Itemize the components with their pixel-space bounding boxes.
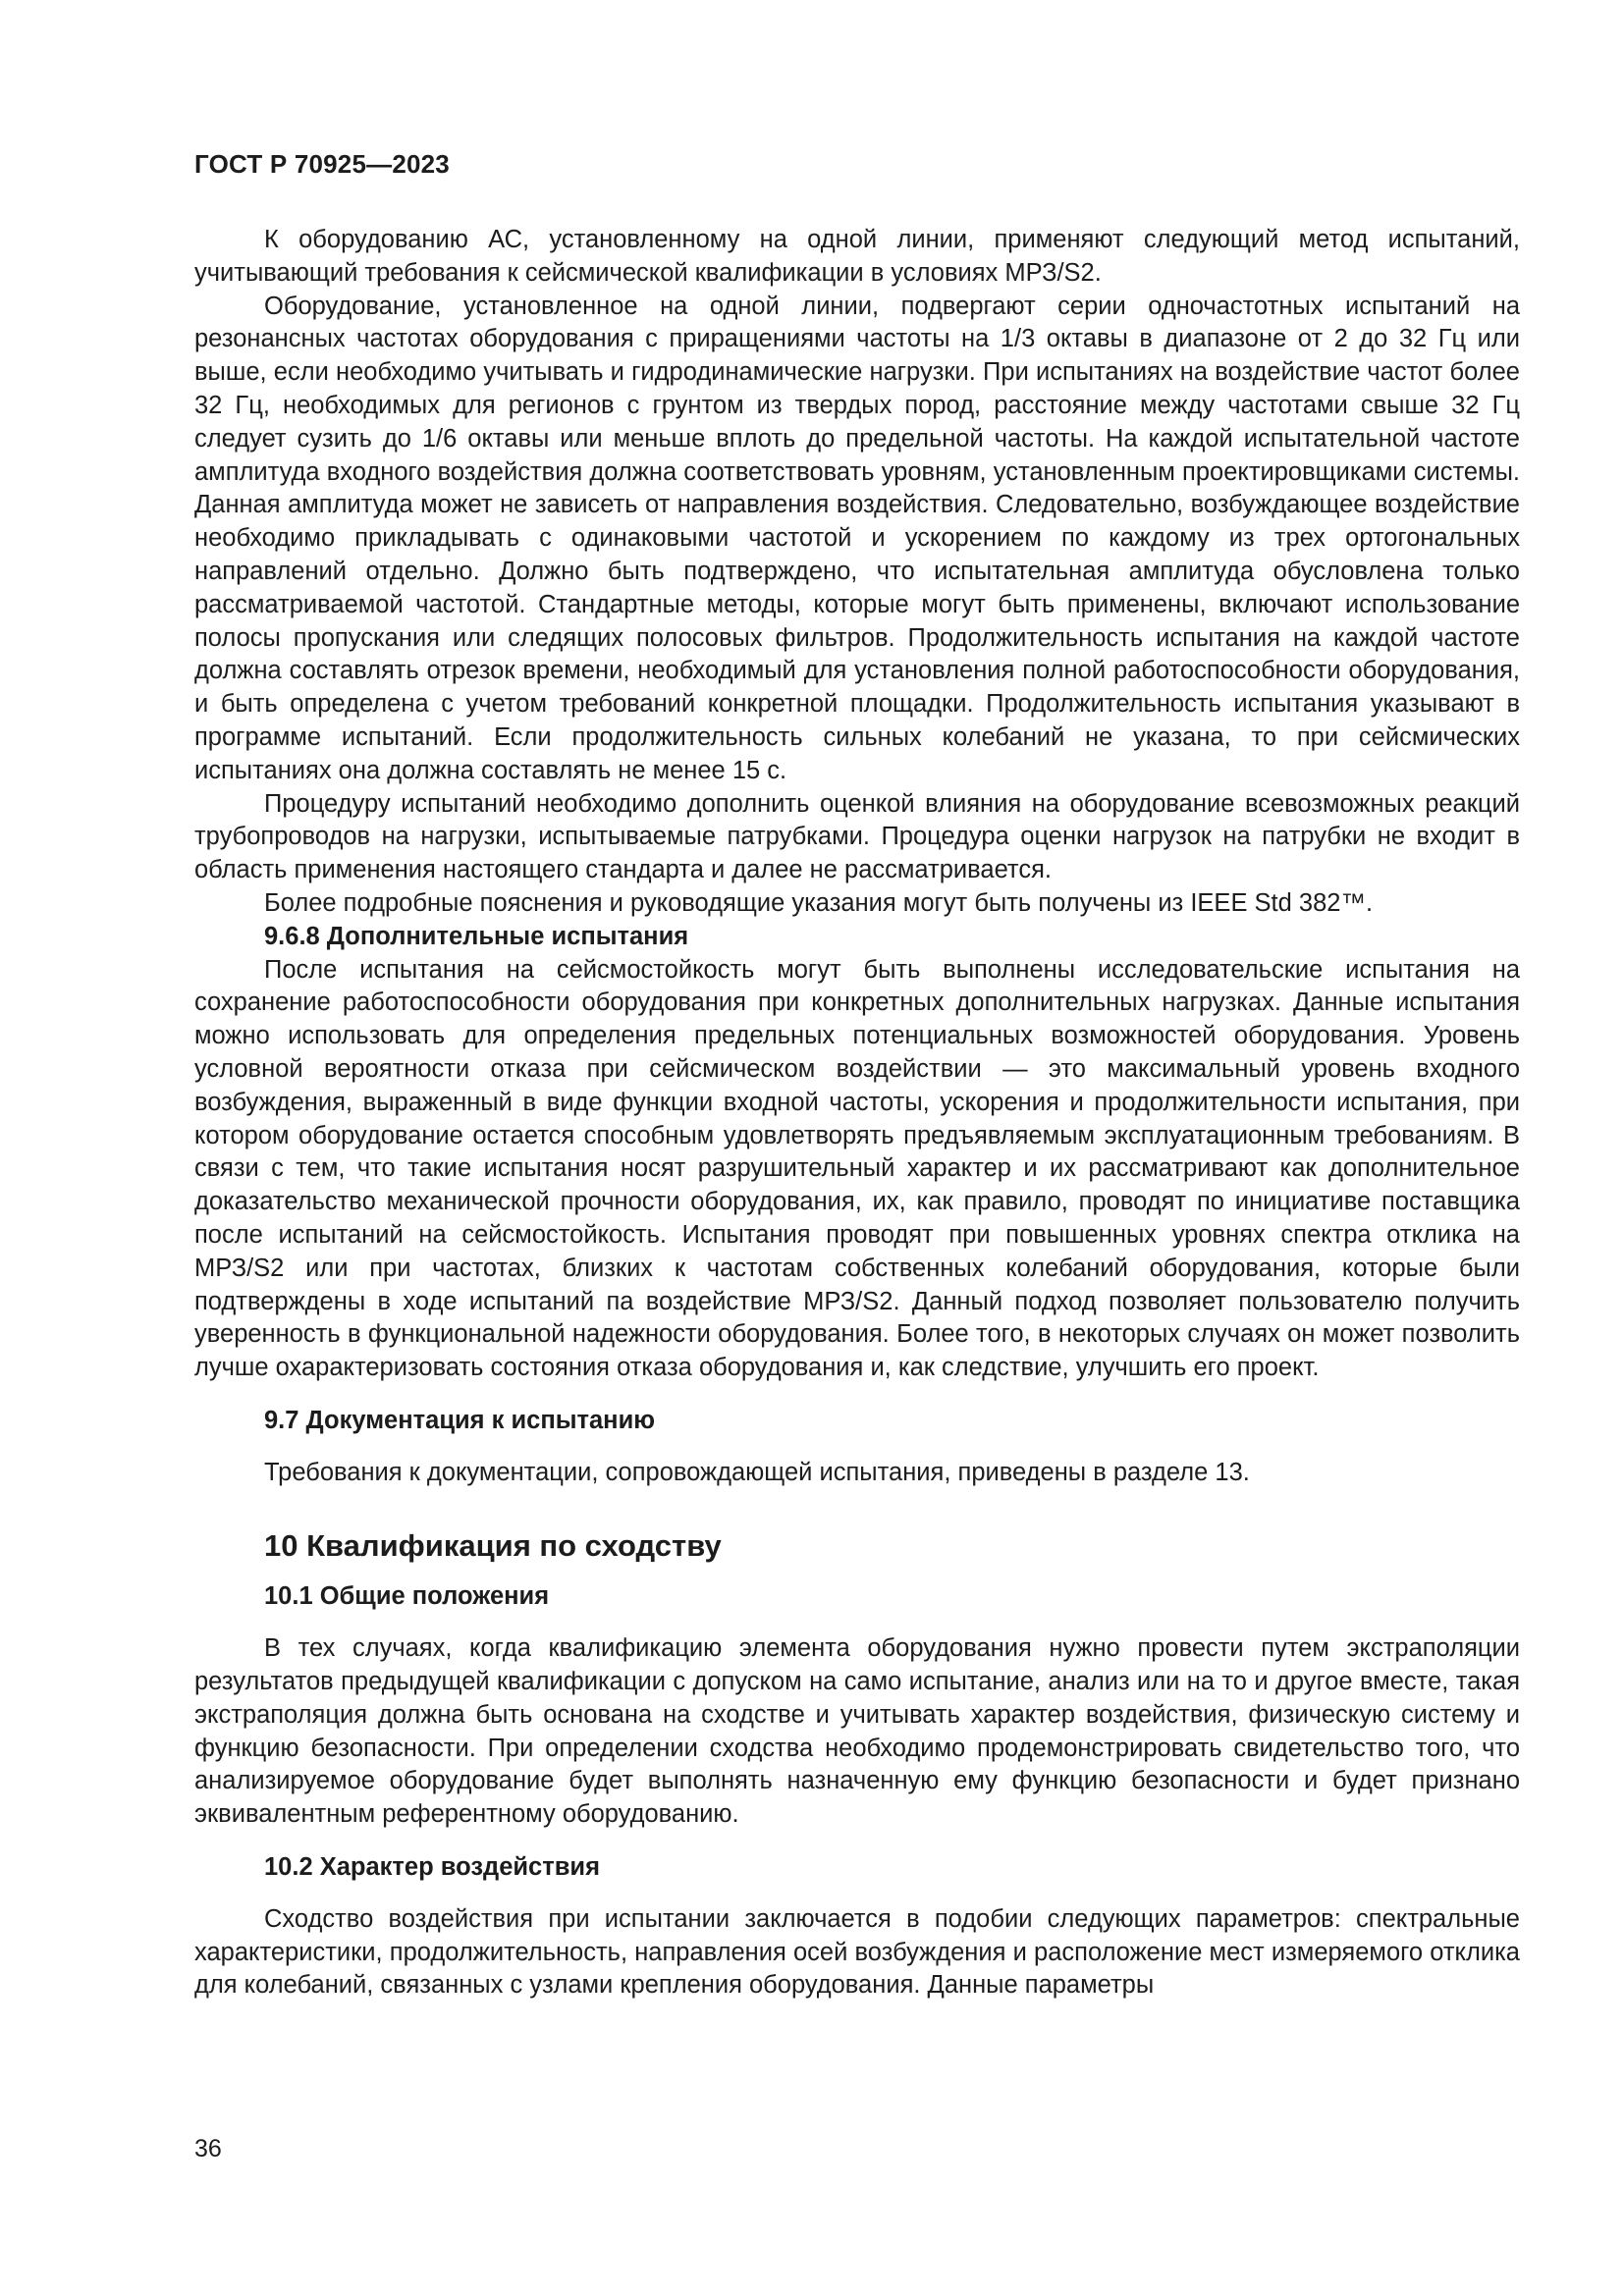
page-content	[194, 224, 1520, 2002]
section-9-6-8-text: После испытания на сейсмостойкость могут быть выполнены исследовательские испытания на сохранение работоспособности оборудования при конкретных дополнительных нагрузках. Данные испытания можно использовать для определения предельных потенциальных возможностей оборудования. Уровень условной вероятности отказа при сейсмическом воздействии — это максимальный уровень входного возбуждения, выраженный в виде функции входной частоты, ускорения и продолжительности испытания, при котором оборудование остается способным удовлетворять предъявляемым эксплуатационным требованиям. В связи с тем, что такие испытания носят разрушительный характер и их рассматривают как дополнительное доказательство механической прочности оборудования, их, как правило, проводят по инициативе поставщика после испытаний на сейсмостойкость. Испытания проводят при повышенных уровнях спектра отклика на МРЗ/S2 или при частотах, близких к частотам собственных колебаний оборудования, которые были подтверждены в ходе испытаний па воздействие МРЗ/S2. Данный подход позволяет пользователю получить уверенность в функциональной надежности оборудования. Более того, в некоторых случаях он может позволить лучше охарактеризовать состояния отказа оборудования и, как следствие, улучшить его проект.	[194, 955, 1520, 1382]
section-heading-9-7: 9.7 Документация к испытанию	[264, 1406, 656, 1434]
paragraph: К оборудованию АС, установленному на одной линии, применяют следующий метод испытаний, учитывающий требования к сейсмической квалификации в условиях МРЗ/S2.	[194, 226, 1520, 287]
section-heading-10-1: 10.1 Общие положения	[264, 1582, 550, 1611]
section-heading-9-6-8: 9.6.8 Дополнительные испытания	[264, 922, 689, 950]
paragraph: Оборудование, установленное на одной линии, подвергают серии одночастотных испытаний на резонансных частотах оборудования с приращениями частоты на 1/3 октавы в диапазоне от 2 до 32 Гц или выше, если необходимо учитывать и гидродинамические нагрузки. При испытаниях на воздействие частот более 32 Гц, необходимых для регионов с грунтом из твердых пород, расстояние между частотами свыше 32 Гц следует сузить до 1/6 октавы или меньше вплоть до предельной частоты. На каждой испытательной частоте амплитуда входного воздействия должна соответствовать уровням, установленным проектировщиками системы. Данная амплитуда может не зависеть от направления воздействия. Следовательно, возбуждающее воздействие необходимо прикладывать с одинаковыми частотой и ускорением по каждому из трех ортогональных направлений отдельно. Должно быть подтверждено, что испытательная амплитуда обусловлена только рассматриваемой частотой. Стандартные методы, которые могут быть применены, включают использование полосы пропускания или следящих полосовых фильтров. Продолжительность испытания на каждой частоте должна составлять отрезок времени, необходимый для установления полной работоспособности оборудования, и быть определена с учетом требований конкретной площадки. Продолжительность испытания указывают в программе испытаний. Если продолжительность сильных колебаний не указана, то при сейсмических испытаниях она должна составлять не менее 15 с.	[194, 292, 1520, 784]
paragraph: Процедуру испытаний необходимо дополнить оценкой влияния на оборудование всевозможных реакций трубопроводов на нагрузки, испытываемые патрубками. Процедура оценки нагрузок на патрубки не входит в область применения настоящего стандарта и далее не рассматривается.	[194, 789, 1520, 884]
document-code-header: ГОСТ Р 70925—2023	[194, 149, 450, 179]
section-10-2-text: Сходство воздействия при испытании заключается в подобии следующих параметров: спектральные характеристики, продолжительность, направления осей возбуждения и расположение мест измеряемого отклика для колебаний, связанных с узлами крепления оборудования. Данные параметры	[194, 1904, 1520, 2000]
section-10-1-text: В тех случаях, когда квалификацию элемента оборудования нужно провести путем экстраполяции результатов предыдущей квалификации с допуском на само испытание, анализ или на то и другое вместе, такая экстраполяция должна быть основана на сходстве и учитывать характер воздействия, физическую систему и функцию безопасности. При определении сходства необходимо продемонстрировать свидетельство того, что анализируемое оборудование будет выполнять назначенную ему функцию безопасности и будет признано эквивалентным референтному оборудованию.	[194, 1634, 1520, 1829]
section-9-7-text: Требования к документации, сопровождающей испытания, приведены в разделе 13.	[264, 1458, 1250, 1486]
section-heading-10-2: 10.2 Характер воздействия	[264, 1853, 600, 1882]
page-number: 36	[194, 2135, 222, 2163]
paragraph: Более подробные пояснения и руководящие указания могут быть получены из IEEE Std 382™.	[264, 888, 1374, 917]
section-heading-10: 10 Квалификация по сходству	[264, 1528, 722, 1564]
